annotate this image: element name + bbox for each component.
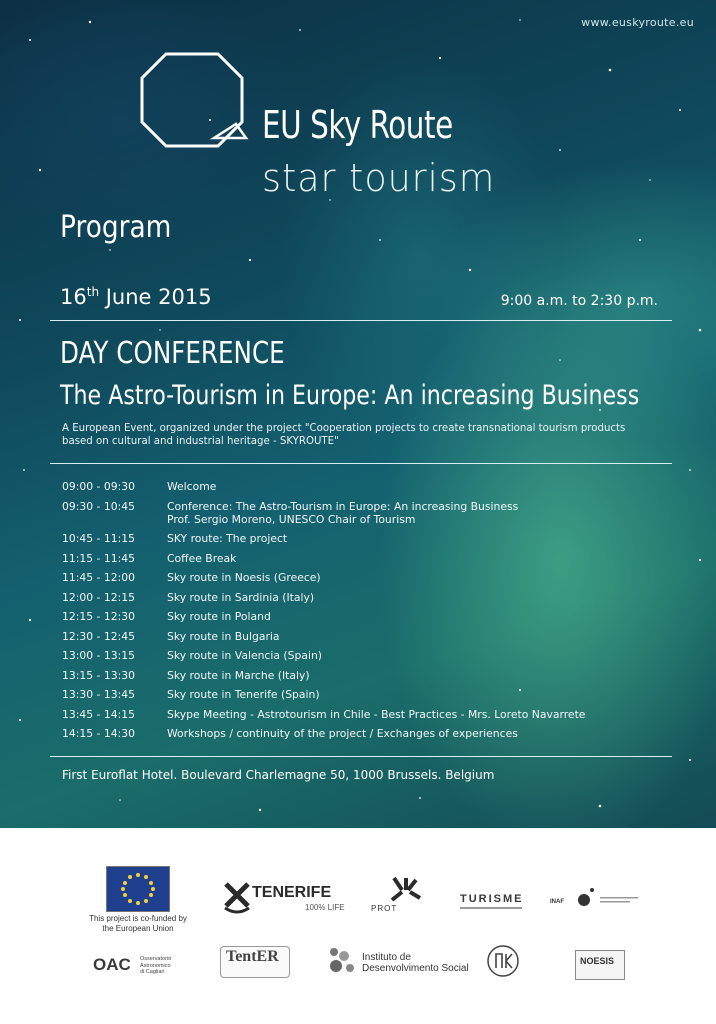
event-date <box>60 285 212 309</box>
cofund-notice <box>74 914 202 934</box>
website-url[interactable]: www.euskyroute.eu <box>581 16 694 29</box>
circular-emblem-icon <box>486 944 520 978</box>
cofund-line-2: the European Union <box>102 924 174 933</box>
ids-line-1: Instituto de <box>362 952 411 963</box>
cofund-line-1: This project is co-funded by <box>89 914 187 923</box>
schedule-time: 11:45 - 12:00 <box>62 571 135 584</box>
schedule-row <box>62 669 662 682</box>
schedule-item: Workshops / continuity of the project / Exchanges of experiences <box>167 727 518 740</box>
date-suffix: th <box>86 285 100 299</box>
prot-logo: PROT <box>371 904 398 913</box>
schedule-row <box>62 480 662 493</box>
intro-line-2: based on cultural and industrial heritage - SKYROUTE" <box>62 436 339 447</box>
ids-logo <box>362 952 469 974</box>
schedule-time: 14:15 - 14:30 <box>62 727 135 740</box>
schedule-row <box>62 708 662 721</box>
oac-logo: OAC <box>93 955 131 974</box>
venue-address: First Euroflat Hotel. Boulevard Charlemagne 50, 1000 Brussels. Belgium <box>62 768 495 782</box>
oac-subtext <box>140 956 171 976</box>
schedule-item: Sky route in Valencia (Spain) <box>167 649 322 662</box>
schedule-item: Sky route in Noesis (Greece) <box>167 571 321 584</box>
schedule-row <box>62 610 662 623</box>
oac-subtext-line-3: di Cagliari <box>140 969 165 975</box>
date-day: 16 <box>60 285 87 309</box>
schedule-time: 13:00 - 13:15 <box>62 649 135 662</box>
conference-intro <box>62 422 662 448</box>
inaf-mark-icon <box>570 886 640 912</box>
eu-flag-icon <box>106 866 170 912</box>
schedule-time: 09:30 - 10:45 <box>62 499 135 513</box>
schedule-item: Sky route in Marche (Italy) <box>167 668 310 682</box>
prot-mark-icon <box>386 876 424 904</box>
turisme-underline <box>460 907 522 909</box>
schedule-item-line-2: Prof. Sergio Moreno, UNESCO Chair of Tourism <box>167 512 416 526</box>
schedule-time: 12:15 - 12:30 <box>62 610 135 623</box>
schedule-item: SKY route: The project <box>167 532 288 545</box>
schedule-time: 10:45 - 11:15 <box>62 532 135 545</box>
ids-line-2: Desenvolvimento Social <box>362 963 469 974</box>
tenerife-mark-icon <box>222 880 252 914</box>
schedule-item: Coffee Break <box>167 551 237 565</box>
date-rest: June 2015 <box>105 285 212 309</box>
schedule-time: 13:45 - 14:15 <box>62 707 135 721</box>
octagon-logo-icon <box>138 50 258 150</box>
inaf-logo: INAF <box>550 899 564 905</box>
event-time: 9:00 a.m. to 2:30 p.m. <box>500 293 658 309</box>
schedule-row <box>62 552 662 565</box>
schedule-item <box>167 500 662 526</box>
ids-mark-icon <box>326 946 360 976</box>
schedule-time: 09:00 - 09:30 <box>62 480 135 493</box>
turisme-logo: TURISME <box>460 893 524 905</box>
schedule-time: 11:15 - 11:45 <box>62 551 135 565</box>
schedule-row <box>62 727 662 740</box>
schedule-row <box>62 571 662 584</box>
schedule-item: Skype Meeting - Astrotourism in Chile - Best Practices - Mrs. Loreto Navarrete <box>167 707 586 721</box>
schedule-item: Sky route in Sardinia (Italy) <box>167 590 315 604</box>
schedule-list <box>62 480 662 747</box>
oac-subtext-line-2: Astronomico <box>140 962 171 969</box>
tenerife-tagline: 100% LIFE <box>305 903 345 912</box>
brand-name: EU Sky Route <box>262 103 453 147</box>
schedule-row <box>62 591 662 604</box>
divider-top <box>50 320 672 321</box>
schedule-item-line-1: Conference: The Astro-Tourism in Europe: An increasing Business <box>167 499 519 513</box>
divider-schedule-top <box>50 463 672 464</box>
intro-line-1: A European Event, organized under the project "Cooperation projects to create transnational tourism products <box>62 423 626 434</box>
schedule-row <box>62 649 662 662</box>
brand-tagline: star tourism <box>262 156 496 200</box>
schedule-row <box>62 500 662 526</box>
schedule-time: 13:30 - 13:45 <box>62 688 135 701</box>
tenter-logo: TentER <box>226 948 279 965</box>
schedule-time: 12:30 - 12:45 <box>62 629 135 643</box>
schedule-row <box>62 630 662 643</box>
schedule-time: 12:00 - 12:15 <box>62 590 135 604</box>
tenerife-logo: TENERIFE <box>252 884 332 901</box>
schedule-item: Sky route in Poland <box>167 610 271 623</box>
schedule-time: 13:15 - 13:30 <box>62 668 135 682</box>
schedule-item: Sky route in Bulgaria <box>167 629 280 643</box>
schedule-item: Sky route in Tenerife (Spain) <box>167 688 320 701</box>
oac-subtext-line-1: Osservatorio <box>140 956 172 962</box>
schedule-row <box>62 688 662 701</box>
program-title: Program <box>60 210 172 245</box>
divider-schedule-bottom <box>50 756 672 757</box>
schedule-row <box>62 532 662 545</box>
conference-heading: DAY CONFERENCE <box>60 336 285 371</box>
noesis-logo: NOESIS <box>580 956 615 966</box>
conference-subtitle: The Astro-Tourism in Europe: An increasing Business <box>60 380 640 411</box>
schedule-item: Welcome <box>167 480 217 493</box>
